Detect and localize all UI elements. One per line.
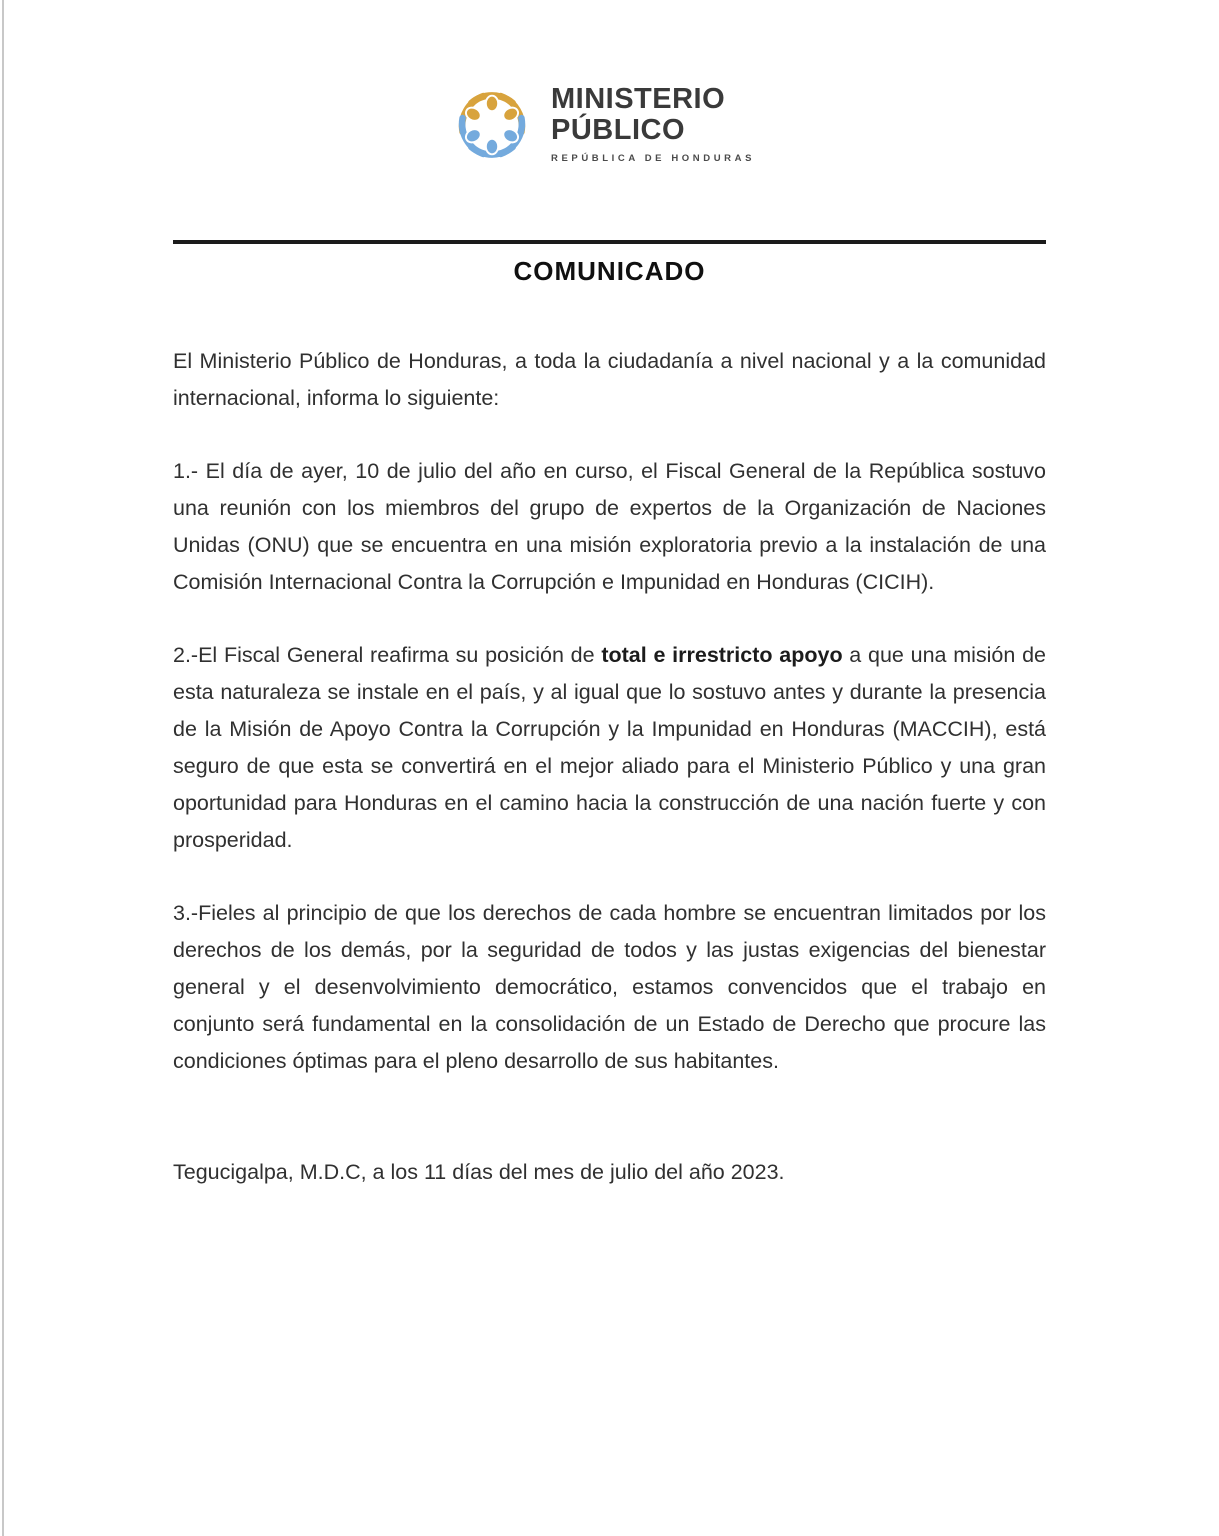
paragraph-2-bold-phrase: total e irrestricto apoyo [601,643,843,667]
paragraph-2-text-before: 2.-El Fiscal General reafirma su posición de [173,643,602,667]
people-circle-emblem-icon [448,78,536,172]
paragraph-1: 1.- El día de ayer, 10 de julio del año en curso, el Fiscal General de la República sostuvo una reunión con los miembros del grupo de expertos de la Organización de Naciones Unidas (ONU) que se encuentra en una misión exploratoria previo a la instalación de una Comisión Internacional Contra la Corrupción e Impunidad en Honduras (CICIH). [173,459,1046,594]
document-title: COMUNICADO [513,256,706,286]
logo-subtitle: REPÚBLICA DE HONDURAS [551,153,756,164]
logo-title-line2: PÚBLICO [551,114,685,146]
logo-title-line1: MINISTERIO [551,83,726,115]
title-rule [173,240,1046,244]
communique-body [173,240,1046,1191]
logo-text [551,78,755,164]
paragraph-3: 3.-Fieles al principio de que los derechos de cada hombre se encuentran limitados por los derechos de los demás, por la seguridad de todos y las justas exigencias del bienestar general y el desenvolvimiento democrático, estamos convencidos que el trabajo en conjunto será fundamental en la consolidación de un Estado de Derecho que procure las condiciones óptimas para el pleno desarrollo de sus habitantes. [173,901,1046,1073]
intro-paragraph: El Ministerio Público de Honduras, a toda la ciudadanía a nivel nacional y a la comunidad internacional, informa lo siguiente: [173,349,1046,410]
dateline: Tegucigalpa, M.D.C, a los 11 días del mes de julio del año 2023. [173,1160,785,1184]
ministerio-publico-logo [448,78,755,172]
paragraph-2-text-after: a que una misión de esta naturaleza se instale en el país, y al igual que lo sostuvo antes y durante la presencia de la Misión de Apoyo Contra la Corrupción y la Impunidad en Honduras (MACCIH), está seguro de que esta se convertirá en el mejor aliado para el Ministerio Público y una gran oportunidad para Honduras en el camino hacia la construcción de una nación fuerte y con prosperidad. [173,643,1046,852]
scan-edge-artifact [2,0,4,1536]
paragraph-2 [173,637,1046,859]
